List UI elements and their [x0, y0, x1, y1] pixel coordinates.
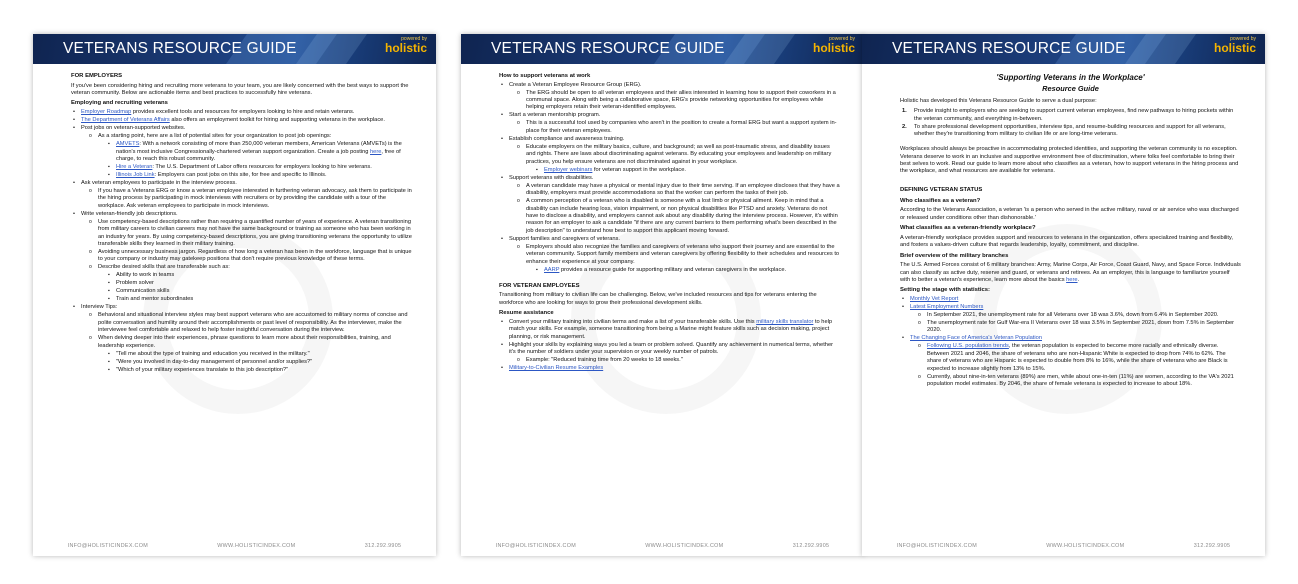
list-item-text: When delving deeper into their experiences, phrase questions to learn more about their responsibilities, training, and leadership experience.: [98, 335, 391, 349]
subheading: Who classifies as a veteran?: [900, 197, 981, 204]
body-paragraph: Workplaces should always be proactive in accommodating protected identities, and supporting the veteran community is no exception. Veterans deserve to work in an inclusive and supportive environment free of discrimination, where folks feel comfortable to bring their best selves to work. Read our guide to learn more about who classifies as a veteran, how to support veterans in the hiring process and the workplace, and what resources are available for veterans.: [900, 146, 1239, 175]
list-item-text: Support families and caregivers of veterans.: [509, 235, 620, 242]
list-item-text: A common perception of a veteran who is disabled is someone with a lost limb or physical ailment. Keep in mind that a disability can include hearing loss, vision impairment, or non physical disabilities like PTSD and anxiety. Veterans do not have to disclose a disability, and employers cannot ask about any disability during the interview process. However, it's within reason for an employer to ask a candidate "if there are any current barriers to them performing what's been described in the job description" to understand how best to support this applicant moving forward.: [526, 198, 838, 234]
section-title: FOR EMPLOYERS: [71, 73, 123, 79]
footer-email: INFO@HOLISTICINDEX.COM: [67, 543, 148, 549]
intro-paragraph: If you've been considering hiring and recruiting more veterans to your team, you are likely concerned with the best ways to support the veteran community. Below are actionable items and best practices to successfully hire veterans.: [71, 82, 409, 97]
footer-email: INFO@HOLISTICINDEX.COM: [495, 543, 576, 549]
guide-title: 'Supporting Veterans in the Workplace': [996, 73, 1145, 82]
list-item: [71, 125, 412, 179]
header-title: VETERANS RESOURCE GUIDE: [892, 40, 1126, 57]
list-item-text: This is a successful tool used by companies who aren't in the position to create a formal ERG but want a support system in-place for their veteran employees.: [526, 120, 837, 134]
list-item-text: provides excellent tools and resources for employers looking to hire and retain veterans.: [131, 109, 355, 116]
list-item: [499, 175, 840, 235]
list-item-text: Start a veteran mentorship program.: [509, 112, 601, 119]
brand-name: holistic: [1213, 41, 1256, 55]
holistic-logo: [385, 37, 427, 54]
footer-phone: 312.292.9905: [364, 543, 402, 549]
list-item-text: The ERG should be open to all veteran employees and their allies interested in learning how to support their coworkers in a communal space. Along with being a collaborative space, ERG's provide networking opportunities for employees while helping employers retain their veteran-identified employees.: [526, 89, 836, 111]
list-item-text: , the veteran population is expected to become more racially and ethnically diverse. Between 2021 and 2046, the share of veterans who are non-Hispanic White is expected to drop from 74% to 62%. The share of veterans who are Hispanic is expected to double from 8% to 16%, while the share of veterans who are Black is expected to increase slightly from 13% to 15%.: [927, 343, 1228, 372]
list-item: [499, 319, 840, 341]
list-item: [108, 172, 412, 179]
section-title: DEFINING VETERAN STATUS: [900, 186, 983, 193]
page-body: [461, 64, 864, 534]
subheading: What classifies as a veteran-friendly workplace?: [900, 225, 1036, 232]
purpose-list: [900, 108, 1241, 138]
list-item-text: Convert your military training into civilian terms and make a list of your transferable skills. Use this: [509, 318, 757, 325]
list-item: [89, 249, 412, 264]
question-item: ▪ "Which of your military experiences translate to this job description?": [108, 367, 412, 374]
list-item-text: If you have a Veterans ERG or know a veteran employee interested in furthering veteran advocacy, ask them to participate in the hiring process by participating in mock interviews with recruiters or by providing the candidate with a tour of the workplace. Ask veteran employees to participate in mock interviews.: [98, 187, 412, 209]
illinois-job-link[interactable]: Illinois Job Link: [116, 171, 155, 178]
subheading: Setting the stage with statistics:: [900, 287, 991, 294]
list-item: [900, 335, 1241, 388]
brand-powered-by: powered by: [829, 36, 855, 42]
list-item-text: Post jobs on veteran-supported websites.: [81, 125, 186, 132]
resume-examples-link[interactable]: Military-to-Civilian Resume Examples: [509, 364, 604, 371]
va-link[interactable]: The Department of Veterans Affairs: [81, 117, 170, 124]
list-item: [918, 374, 1241, 389]
header-title: VETERANS RESOURCE GUIDE: [491, 40, 725, 57]
list-item-text: To share professional development opportunities, interview tips, and resume-building resources and support for all veterans, whether they're transitioning from military to civilian life or are long-time veterans.: [914, 123, 1226, 138]
subheading: Resume assistance: [499, 310, 554, 317]
amvets-link[interactable]: AMVETS: [116, 141, 140, 148]
page-header: [862, 34, 1265, 64]
list-item-text: Educate employers on the military basics, culture, and background; as well as post-traumatic stress, and disability issues and rights. There are laws about discriminating against veterans. By educating your employees and leadership on military practices, you help ensure veterans are not discriminated against in your workplace.: [526, 143, 832, 165]
list-item-text: Create a Veteran Employee Resource Group (ERG).: [509, 81, 642, 88]
list-item-text: Interview Tips:: [81, 304, 118, 311]
list-item: [499, 365, 840, 372]
list-number: 2.: [902, 123, 907, 130]
list-item: [89, 335, 412, 374]
list-item-text: Example: "Reduced training time from 20 weeks to 18 weeks.": [526, 356, 683, 363]
list-item: [71, 304, 412, 374]
list-item: [517, 244, 840, 274]
footer-website: WWW.HOLISTICINDEX.COM: [217, 543, 296, 549]
monthly-vet-report-link[interactable]: Monthly Vet Report: [910, 296, 959, 303]
list-item: [71, 117, 412, 124]
list-item: [900, 304, 1241, 335]
brand-powered-by: powered by: [401, 36, 427, 42]
page-header: [461, 34, 864, 64]
page-header: [33, 34, 436, 64]
brand-name: holistic: [812, 41, 855, 55]
page-footer: [33, 536, 436, 556]
list-item: [918, 343, 1241, 373]
list-item: [89, 264, 412, 303]
list-item: [517, 144, 840, 174]
page-body: [862, 64, 1265, 534]
body-paragraph: A veteran-friendly workplace provides support and resources to veterans in the organization, offers specialized training and flexibility, and fosters a values-driven culture that regards leadership, loyalty, commitment, and discipline.: [900, 234, 1234, 249]
list-item: [517, 90, 840, 112]
list-item: [499, 342, 840, 365]
list-item-text: for veteran support in the workplace.: [592, 166, 686, 173]
list-item: [89, 133, 412, 179]
document-page-3: [862, 34, 1265, 556]
list-item-text: Behavioral and situational interview styles may best support veterans who are accustomed to military norms of concise and polite conversation and humility around their accomplishments or past level of responsibility. As the interviewer, make the interviewee feel comfortable and relaxed to help foster insightful conversation during the interview.: [98, 312, 408, 334]
list-item: [108, 164, 412, 171]
paragraph-text: The U.S. Armed Forces consist of 6 military branches: Army, Marine Corps, Air Force, Coast Guard, Navy, and Space Force. Individuals can also classify as active duty, reserve and guard, or veterans and retirees. As an employer, this is language to familiarize yourself with to better a veteran's experience, learn more about the basics: [900, 262, 1241, 283]
list-item-text: Employers should also recognize the families and caregivers of veterans who support their journey and are essential to the veteran community. Support family members and veteran caregivers by offering flexibility to their schedules and resources to enhance their experience at your company.: [526, 243, 840, 265]
footer-email: INFO@HOLISTICINDEX.COM: [896, 543, 977, 549]
list-item: [536, 267, 840, 274]
list-item: [499, 112, 840, 135]
skill-item: ▪ Communication skills: [108, 288, 412, 295]
list-item-text: Use competency-based descriptions rather than requiring a quantified number of years of experience. A veteran transitioning from military careers to civilian careers may not have the same background or training as someone who has been working in an industry for years. By using competency-based descriptions, you are giving transitioning veterans the opportunity to utilize transferable skills they learned in their military training.: [98, 218, 412, 247]
here-link[interactable]: here: [1066, 276, 1078, 283]
list-item: [89, 188, 412, 210]
skill-item: ▪ Ability to work in teams: [108, 272, 412, 279]
list-item-text: Write veteran-friendly job descriptions.: [81, 210, 178, 217]
population-trends-link[interactable]: Following U.S. population trends: [927, 343, 1009, 350]
subheading: How to support veterans at work: [499, 73, 591, 79]
list-item: [108, 141, 412, 163]
stats-list: [900, 296, 1241, 388]
employer-roadmap-link[interactable]: Employer Roadmap: [81, 109, 132, 116]
list-item-text: to help match your skills. For example, someone transitioning from being a Marine might feature skills such as decision making, project planning, or risk management.: [509, 318, 833, 340]
intro-paragraph: Transitioning from military to civilian life can be challenging. Below, we've included resources and tips for veterans entering the workforce who are looking for ways to grow their professional development skills.: [499, 292, 817, 306]
hire-a-veteran-link[interactable]: Hire a Veteran: [116, 163, 153, 170]
footer-website: WWW.HOLISTICINDEX.COM: [1046, 543, 1125, 549]
list-number: 1.: [902, 108, 907, 115]
intro-paragraph: Holistic has developed this Veterans Resource Guide to serve a dual purpose:: [900, 98, 1097, 105]
list-item-text: : The U.S. Department of Labor offers resources for employers looking to hire veterans.: [152, 163, 372, 170]
support-list: [499, 82, 840, 274]
skills-translator-link[interactable]: military skills translator: [756, 318, 814, 325]
list-item: [918, 312, 1241, 319]
list-item: [918, 320, 1241, 335]
list-item: [517, 183, 840, 198]
subheading: Employing and recruiting veterans: [71, 100, 168, 107]
list-item: [517, 120, 840, 135]
body-paragraph: [900, 262, 1241, 284]
list-item-text: also offers an employment toolkit for hiring and supporting veterans in the workplace.: [169, 117, 385, 124]
list-item-text: Currently, about nine-in-ten veterans (89%) are men, while about one-in-ten (11%) are women, according to the VA's 2021 population model estimates. By 2046, the share of female veterans is expected to increase to about 18%.: [927, 373, 1234, 388]
list-item: [89, 312, 412, 334]
resume-list: [499, 319, 840, 373]
brand-powered-by: powered by: [1230, 36, 1256, 42]
list-item-text: provides a resource guide for supporting military and veteran caregivers in the workplace.: [559, 266, 787, 273]
list-item: [71, 211, 412, 304]
page-body: [33, 64, 436, 534]
list-item-text: Establish compliance and awareness training.: [509, 135, 625, 142]
question-item: ▪ "Were you involved in day-to-day management of personnel and/or supplies?": [108, 359, 412, 366]
list-item: [499, 236, 840, 274]
footer-website: WWW.HOLISTICINDEX.COM: [645, 543, 724, 549]
list-item: [89, 219, 412, 249]
body-paragraph: According to the Veterans Association, a veteran 'is a person who served in the active military, naval or air service who was discharged or released under conditions other than dishonorable.': [900, 207, 1239, 221]
holistic-logo: [1214, 37, 1256, 54]
here-link[interactable]: here: [370, 148, 382, 155]
list-item-text: , free of charge, to reach this robust community.: [116, 148, 401, 162]
footer-phone: 312.292.9905: [1193, 543, 1231, 549]
paragraph-text: .: [1077, 276, 1080, 283]
guide-subtitle: Resource Guide: [1042, 84, 1099, 94]
list-item: [900, 108, 1241, 123]
list-item-text: Highlight your skills by explaining ways you led a team or problem solved. Quantify any achievement in numerical terms, whether it's the number of soldiers under your supervision or your weekly number of patrols.: [509, 341, 834, 355]
employer-list: [71, 109, 412, 374]
skill-item: ▪ Problem solver: [108, 280, 412, 287]
list-item-text: The unemployment rate for Gulf War-era II Veterans over 18 was 3.5% in September 2021, down from 7.5% in September 2020.: [927, 320, 1235, 334]
list-item-text: : Employers can post jobs on this site, for free and specific to Illinois.: [154, 171, 327, 178]
header-title: VETERANS RESOURCE GUIDE: [63, 40, 297, 57]
list-item-text: In September 2021, the unemployment rate for all Veterans over 18 was 3.6%, down from 6.4% in September 2020.: [927, 312, 1219, 319]
aarp-link[interactable]: AARP: [544, 266, 560, 273]
list-item-text: Ask veteran employees to participate in the interview process.: [81, 179, 237, 186]
list-item: [71, 109, 412, 116]
holistic-logo: [813, 37, 855, 54]
list-item-text: : With a network consisting of more than 250,000 veteran members, American Veterans (AMVETs) is the nation's most inclusive Congressionally-chartered veteran support organization. Create a job posting: [116, 141, 402, 155]
page-footer: [461, 536, 864, 556]
changing-face-link[interactable]: The Changing Face of America's Veteran Population: [910, 335, 1042, 342]
list-item-text: Avoiding unnecessary business jargon. Regardless of how long a veteran has been in the workforce, language that is unique to your company or industry may gatekeep positions that don't require previous knowledge of these terms.: [98, 249, 412, 263]
list-item-text: Support veterans with disabilities.: [509, 174, 594, 181]
list-item: [499, 82, 840, 112]
page-footer: [862, 536, 1265, 556]
list-item: [536, 167, 840, 174]
footer-phone: 312.292.9905: [792, 543, 830, 549]
list-item: [499, 136, 840, 174]
document-page-2: [461, 34, 864, 556]
list-item: [900, 296, 1241, 303]
employment-numbers-link[interactable]: Latest Employment Numbers: [910, 304, 984, 311]
question-item: ▪ "Tell me about the type of training and education you received in the military.": [108, 351, 412, 358]
section-title: FOR VETERAN EMPLOYEES: [499, 282, 580, 289]
skill-item: ▪ Train and mentor subordinates: [108, 296, 412, 303]
list-item: [517, 357, 840, 364]
list-item: [900, 124, 1241, 139]
list-item-text: A veteran candidate may have a physical or mental injury due to their time serving. If an employee discloses that they have a disability, employers must provide accommodations so that the worker can perform the tasks of their job.: [526, 182, 840, 197]
list-item: [517, 198, 840, 235]
brand-name: holistic: [384, 41, 427, 55]
subheading: Brief overview of the military branches: [900, 252, 1009, 259]
list-item-text: Describe desired skills that are transferable such as:: [98, 264, 230, 271]
employer-webinars-link[interactable]: Employer webinars: [544, 166, 593, 173]
document-page-1: [33, 34, 436, 556]
list-item-text: Provide insight to employers who are seeking to support current veteran employees, find new pathways to hiring pockets within the veteran community, and everything in-between.: [914, 108, 1234, 122]
list-item: [71, 180, 412, 210]
list-item-text: As a starting point, here are a list of potential sites for your organization to post job openings:: [98, 133, 332, 140]
